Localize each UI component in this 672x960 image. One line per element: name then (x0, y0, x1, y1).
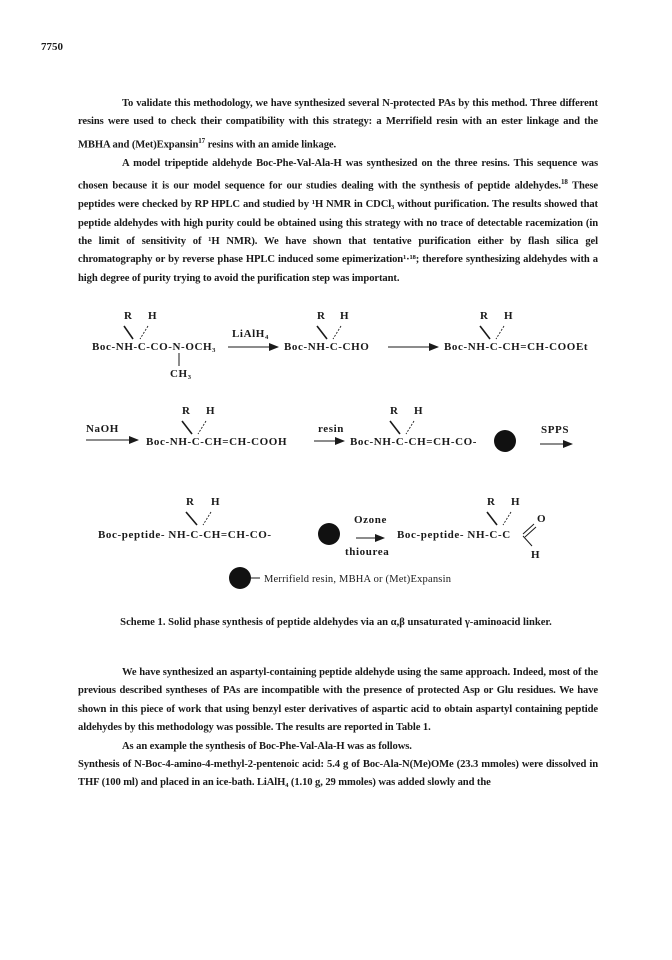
paragraph-text: As an example the synthesis of Boc-Phe-Val-Ala-H was as follows. (122, 740, 412, 752)
reagent-resin: resin (318, 423, 345, 435)
resin-bound-linker: Boc-NH-C-CH=CH-CO- (350, 436, 478, 448)
body-paragraphs (78, 664, 598, 793)
caption-text: Solid phase synthesis of peptide aldehydes via an α,β unsaturated γ-aminoacid linker. (165, 617, 552, 628)
r-label: R (186, 496, 195, 508)
unsaturated-acid: Boc-NH-C-CH=CH-COOH (146, 436, 288, 448)
h-label: H (211, 496, 221, 508)
r-label: R (124, 310, 133, 322)
paragraph-text: A model tripeptide aldehyde Boc-Phe-Val-Ala-H was synthesized on the three resins. This sequence was chosen because it is our model sequence for our studies dealing with the synthesis of peptide aldehydes. (78, 157, 598, 192)
citation-sup: 17 (198, 136, 206, 145)
r-label: R (390, 405, 399, 417)
r-label: R (487, 496, 496, 508)
unsaturated-ester: Boc-NH-C-CH=CH-COOEt (444, 341, 589, 353)
citation-sup: 18 (560, 178, 568, 187)
row1-ester (444, 310, 588, 353)
reagent-lialh4: LiAlH₄ (232, 328, 269, 340)
r-label: R (317, 310, 326, 322)
paragraph-text: Synthesis of N-Boc-4-amino-4-methyl-2-pentenoic acid: 5.4 g of Boc-Ala-N(Me)OMe (23.3 mmoles) were dissolved in THF (100 ml) and placed in an ice-bath. LiAlH₄ (1.10 g, 29 mmoles) was added slowly and the (78, 759, 598, 789)
paragraph-tail: resins with an amide linkage. (205, 139, 337, 151)
legend-resin-bead (229, 567, 251, 589)
n-methyl: CH₃ (170, 368, 192, 380)
oxygen-label: O (537, 513, 547, 525)
reagent-naoh: NaOH (86, 423, 119, 435)
reagent-spps: SPPS (541, 424, 570, 436)
row2-bound-linker (350, 405, 516, 452)
h-label: H (504, 310, 514, 322)
legend-text: Merrifield resin, MBHA or (Met)Expansin (264, 574, 452, 585)
amino-aldehyde: Boc-NH-C-CHO (284, 341, 370, 353)
resin-bead (494, 430, 516, 452)
reagent-ozone: Ozone (354, 514, 387, 526)
paragraph-aspartyl (78, 664, 598, 738)
paragraph-text: We have synthesized an aspartyl-containing peptide aldehyde using the same approach. Indeed, most of the previous described syntheses of PAs are incompatible with the presence of protected Asp or Glu residues. We have shown in this piece of work that using benzyl ester derivatives of aspartic acid to obtain aspartyl containing peptide aldehydes by this methodology was possible. The results are reported in Table 1. (78, 667, 598, 734)
weinreb-amide: Boc-NH-C-CO-N-OCH₃ (92, 341, 217, 353)
paragraph-synthesis (78, 756, 598, 793)
aldehyde-h-label: H (531, 549, 541, 561)
resin-bead (318, 523, 340, 545)
reagent-thiourea: thiourea (345, 546, 390, 558)
row3-bound-peptide (98, 496, 340, 545)
row2-acid (146, 405, 287, 448)
scheme-caption (0, 617, 672, 628)
paragraph-tail: These peptides were checked by RP HPLC and studied by ¹H NMR in CDCl₃ without purification. The results showed that peptide aldehydes with high purity could be obtained using this strategy with no trace of detectable racemization (in the limit of sensitivity of ¹H NMR). We have shown that tentative purification either by flash silica gel chromatography or by reverse phase HPLC induced some epimerization¹·¹⁸; therefore synthesizing aldehydes with a high degree of purity trying to avoid the purification step was important. (78, 180, 598, 284)
r-label: R (182, 405, 191, 417)
h-label: H (511, 496, 521, 508)
r-label: R (480, 310, 489, 322)
h-label: H (414, 405, 424, 417)
row3-peptide-aldehyde (397, 496, 546, 561)
resin-bound-peptide: Boc-peptide- NH-C-CH=CH-CO- (98, 529, 272, 541)
row1-reactant (92, 310, 216, 380)
h-label: H (206, 405, 216, 417)
row1-aldehyde (284, 310, 369, 353)
h-label: H (340, 310, 350, 322)
peptide-aldehyde: Boc-peptide- NH-C-C (397, 529, 511, 541)
paragraph-text: To validate this methodology, we have synthesized several N-protected PAs by this method. Three different resins were used to check their compatibility with this strategy: a Merrifield resin with an ester linkage and the MBHA and (Met)Expansin (78, 98, 598, 151)
paragraph-example (78, 738, 598, 756)
caption-label: Scheme 1. (120, 617, 166, 628)
page-number: 7750 (41, 41, 63, 53)
h-label: H (148, 310, 158, 322)
